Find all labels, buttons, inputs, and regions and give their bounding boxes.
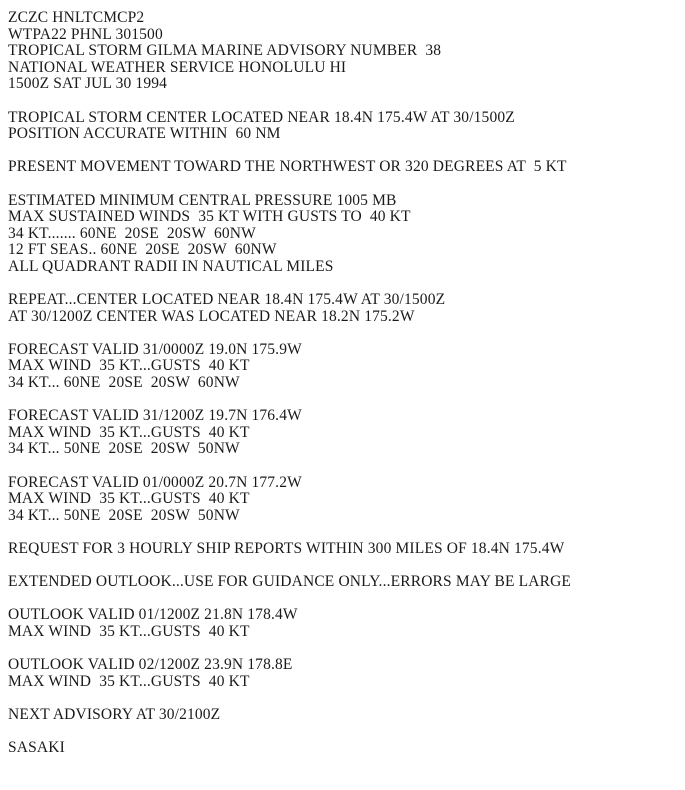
center-position-line: POSITION ACCURATE WITHIN 60 NM — [8, 125, 281, 143]
intensity-line: ESTIMATED MINIMUM CENTRAL PRESSURE 1005 MB — [8, 191, 397, 209]
marine-advisory-document — [8, 10, 683, 773]
outlook-line: MAX WIND 35 KT...GUSTS 40 KT — [8, 622, 250, 640]
center-position-line: TROPICAL STORM CENTER LOCATED NEAR 18.4N 175.4W AT 30/1500Z — [8, 108, 515, 126]
repeat-block — [8, 292, 683, 325]
outlook-line: OUTLOOK VALID 01/1200Z 21.8N 178.4W — [8, 606, 298, 624]
next-advisory-line: NEXT ADVISORY AT 30/2100Z — [8, 705, 221, 723]
forecast-line: 34 KT... 50NE 20SE 20SW 50NW — [8, 440, 240, 458]
intensity-block — [8, 193, 683, 276]
repeat-line: REPEAT...CENTER LOCATED NEAR 18.4N 175.4W AT 30/1500Z — [8, 291, 446, 309]
forecaster-block — [8, 740, 683, 757]
header-line: NATIONAL WEATHER SERVICE HONOLULU HI — [8, 58, 347, 76]
header-line: 1500Z SAT JUL 30 1994 — [8, 75, 168, 93]
ship-reports-line: REQUEST FOR 3 HOURLY SHIP REPORTS WITHIN 300 MILES OF 18.4N 175.4W — [8, 540, 565, 557]
forecast-block-3 — [8, 475, 683, 525]
intensity-line: MAX SUSTAINED WINDS 35 KT WITH GUSTS TO 40 KT — [8, 208, 411, 226]
present-movement-line: PRESENT MOVEMENT TOWARD THE NORTHWEST OR 320 DEGREES AT 5 KT — [8, 158, 567, 176]
forecast-line: FORECAST VALID 01/0000Z 20.7N 177.2W — [8, 473, 302, 491]
forecast-line: FORECAST VALID 31/0000Z 19.0N 175.9W — [8, 340, 302, 358]
outlook-line: MAX WIND 35 KT...GUSTS 40 KT — [8, 672, 250, 690]
header-line: WTPA22 PHNL 301500 — [8, 25, 163, 43]
forecast-line: MAX WIND 35 KT...GUSTS 40 KT — [8, 357, 250, 375]
header-block — [8, 10, 683, 93]
extended-outlook-block — [8, 574, 683, 591]
extended-outlook-line: EXTENDED OUTLOOK...USE FOR GUIDANCE ONLY...ERRORS MAY BE LARGE — [8, 573, 572, 591]
next-advisory-block — [8, 707, 683, 724]
repeat-line: AT 30/1200Z CENTER WAS LOCATED NEAR 18.2N 175.2W — [8, 307, 415, 325]
intensity-line: ALL QUADRANT RADII IN NAUTICAL MILES — [8, 257, 334, 275]
header-line: TROPICAL STORM GILMA MARINE ADVISORY NUMBER 38 — [8, 42, 442, 60]
intensity-line: 34 KT....... 60NE 20SE 20SW 60NW — [8, 224, 256, 242]
intensity-line: 12 FT SEAS.. 60NE 20SE 20SW 60NW — [8, 241, 277, 259]
present-movement-block — [8, 159, 683, 176]
outlook-block-1 — [8, 607, 683, 640]
ship-reports-block — [8, 541, 683, 558]
forecaster-name: SASAKI — [8, 739, 65, 757]
center-position-block — [8, 110, 683, 143]
forecast-line: MAX WIND 35 KT...GUSTS 40 KT — [8, 490, 250, 508]
header-line: ZCZC HNLTCMCP2 — [8, 9, 145, 26]
outlook-line: OUTLOOK VALID 02/1200Z 23.9N 178.8E — [8, 656, 293, 674]
outlook-block-2 — [8, 657, 683, 690]
forecast-line: 34 KT... 60NE 20SE 20SW 60NW — [8, 374, 240, 392]
forecast-line: FORECAST VALID 31/1200Z 19.7N 176.4W — [8, 407, 302, 425]
forecast-block-1 — [8, 342, 683, 392]
forecast-line: 34 KT... 50NE 20SE 20SW 50NW — [8, 506, 240, 524]
forecast-block-2 — [8, 408, 683, 458]
forecast-line: MAX WIND 35 KT...GUSTS 40 KT — [8, 423, 250, 441]
